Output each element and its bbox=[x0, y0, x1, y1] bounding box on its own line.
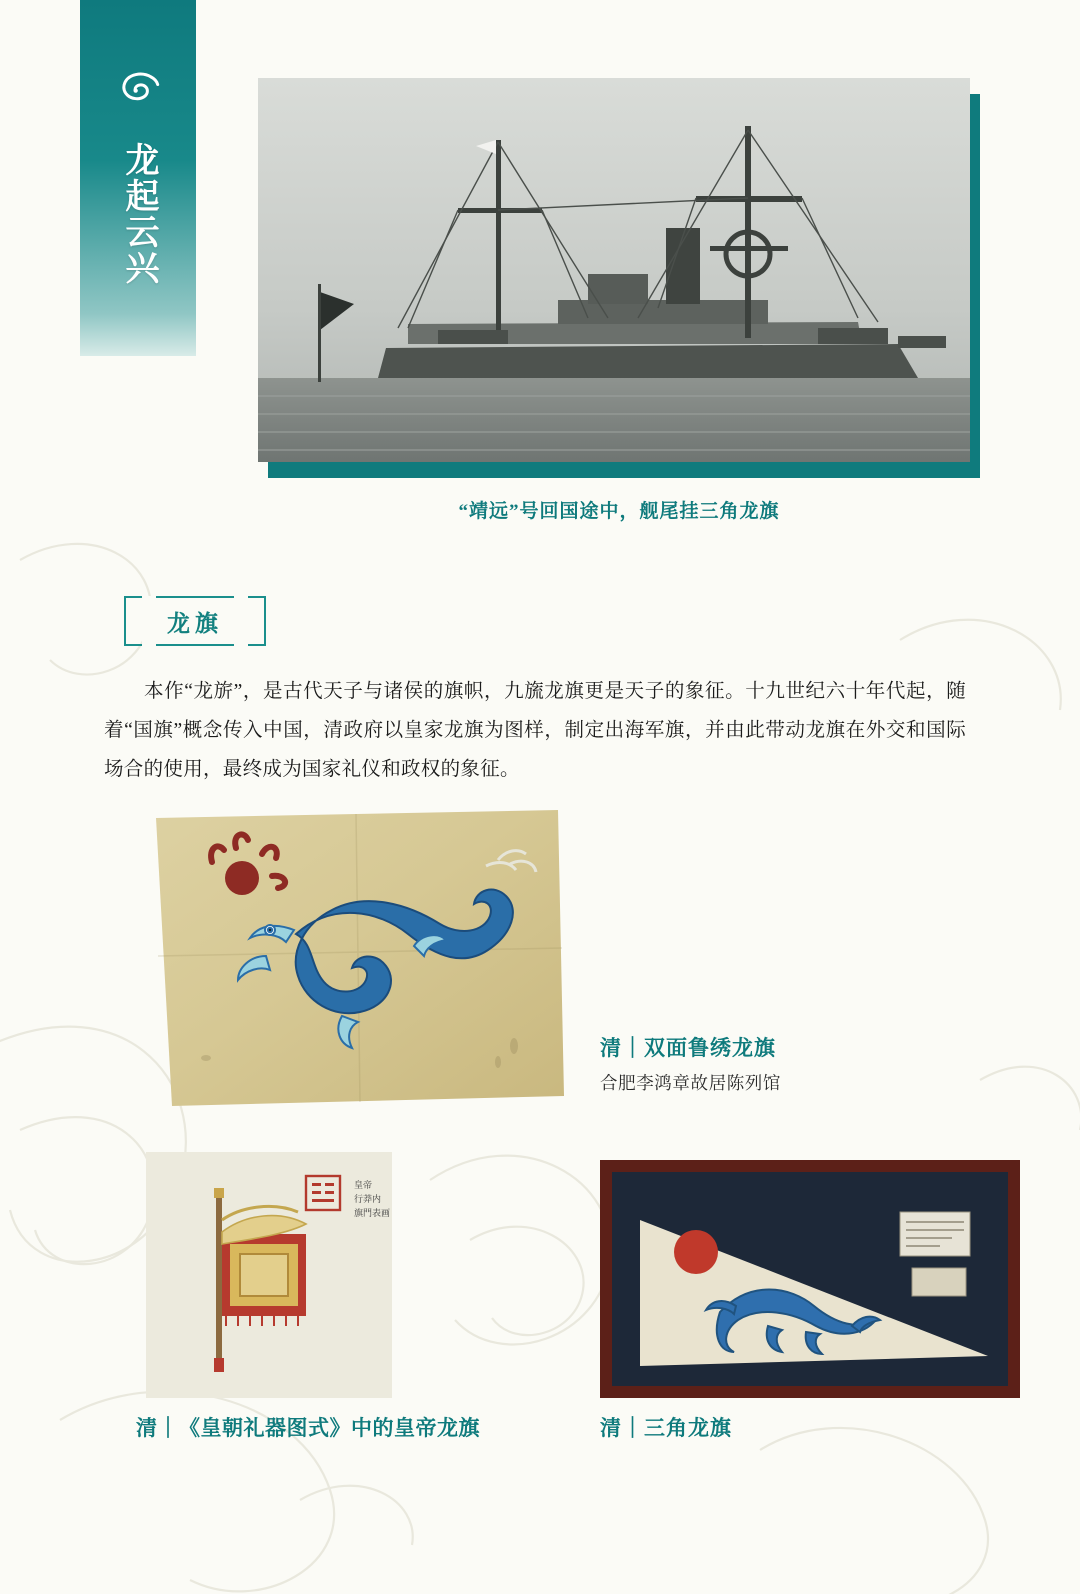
dragon-spiral-icon bbox=[108, 62, 168, 122]
svg-text:行莽内: 行莽内 bbox=[354, 1194, 382, 1204]
chip-label: 龙旗 bbox=[167, 610, 223, 636]
figure-caption-triangular-dragon-flag: 清｜三角龙旗 bbox=[600, 1416, 732, 1440]
section-title-chip bbox=[124, 596, 266, 646]
figure-title: 清｜双面鲁绣龙旗 bbox=[600, 1036, 776, 1060]
figure-image-triangular-dragon-flag bbox=[600, 1160, 1020, 1398]
svg-text:旗門表画: 旗門表画 bbox=[354, 1208, 391, 1218]
chapter-banner bbox=[80, 0, 196, 356]
figure-image-imperial-ritual-illustration-dragon-flag bbox=[146, 1152, 392, 1398]
hero-caption: “靖远”号回国途中，舰尾挂三角龙旗 bbox=[458, 501, 780, 522]
figure-caption-double-sided-lu-embroidery-dragon-flag bbox=[600, 1032, 1020, 1095]
hero-warship-photo bbox=[258, 78, 970, 462]
figure-image-double-sided-lu-embroidery-dragon-flag bbox=[146, 806, 568, 1112]
figure-subtitle: 合肥李鸿章故居陈列馆 bbox=[600, 1073, 781, 1093]
svg-text:皇帝: 皇帝 bbox=[354, 1180, 373, 1190]
hero-image-frame bbox=[258, 78, 980, 478]
chapter-title: 龙起云兴 bbox=[120, 142, 158, 286]
section-paragraph: 本作“龙旂”，是古代天子与诸侯的旗帜，九旒龙旗更是天子的象征。十九世纪六十年代起，随着“国旗”概念传入中国，清政府以皇家龙旗为图样，制定出海军旗，并由此带动龙旗在外交和国际场合的使用，最终成为国家礼仪和政权的象征。 bbox=[104, 681, 966, 780]
figure-caption-imperial-ritual-illustration-dragon-flag: 清｜《皇朝礼器图式》中的皇帝龙旗 bbox=[136, 1416, 480, 1440]
